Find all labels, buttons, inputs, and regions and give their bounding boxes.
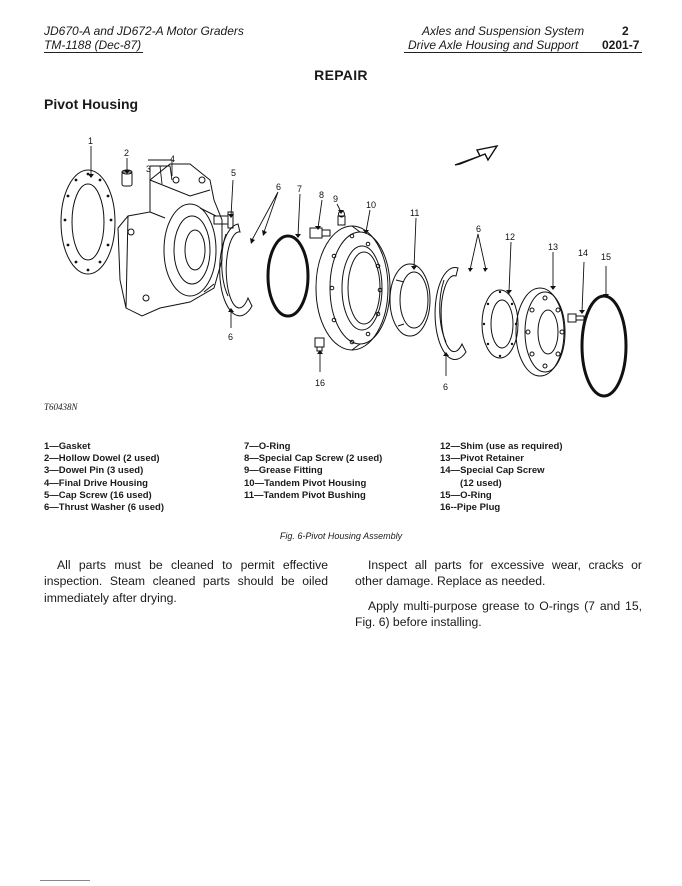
legend-item: (12 used) xyxy=(460,477,502,489)
thrust-washer-pair-left xyxy=(220,224,252,316)
legend-item: 9—Grease Fitting xyxy=(244,465,323,477)
o-ring-7 xyxy=(268,236,308,316)
retainer-cap-screw xyxy=(568,314,584,322)
callout-7: 7 xyxy=(297,184,303,194)
subsection-title: Pivot Housing xyxy=(44,96,139,112)
legend-item: 11—Tandem Pivot Bushing xyxy=(244,489,366,501)
scan-mark xyxy=(40,880,90,881)
callout-16: 16 xyxy=(315,378,326,388)
callout-5: 5 xyxy=(231,168,237,178)
callout-6-b: 6 xyxy=(476,224,482,234)
callout-6-d: 6 xyxy=(443,382,449,392)
callout-1: 1 xyxy=(88,136,94,146)
cleaning-paragraph: All parts must be cleaned to permit effective inspection. Steam cleaned parts should be oiled immediately after drying. xyxy=(44,558,328,605)
inspection-paragraph: Inspect all parts for excessive wear, cracks or other damage. Replace as needed. xyxy=(355,558,642,589)
group-number: 2 xyxy=(622,24,629,38)
callout-2: 2 xyxy=(124,148,130,158)
callout-13: 13 xyxy=(548,242,559,252)
legend-item: 14—Special Cap Screw xyxy=(440,465,545,477)
figure-caption: Fig. 6-Pivot Housing Assembly xyxy=(279,531,403,541)
final-drive-housing xyxy=(118,164,222,316)
callout-14: 14 xyxy=(578,248,589,258)
legend-item: 12—Shim (use as required) xyxy=(440,441,563,452)
pivot-housing-illustration xyxy=(0,120,682,420)
callout-9: 9 xyxy=(333,194,339,204)
legend-item: 7—O-Ring xyxy=(244,441,291,452)
thrust-washer-pair-right xyxy=(435,267,466,359)
legend-item: 13—Pivot Retainer xyxy=(440,453,524,465)
grease-paragraph: Apply multi-purpose grease to O-rings (7 and 15, Fig. 6) before installing. xyxy=(355,599,642,630)
o-ring-15 xyxy=(582,296,626,396)
legend-item: 8—Special Cap Screw (2 used) xyxy=(244,453,383,465)
legend-item: 2—Hollow Dowel (2 used) xyxy=(44,453,160,465)
legend-column-1 xyxy=(44,441,164,514)
legend-column-2 xyxy=(244,441,382,502)
page-title: REPAIR xyxy=(314,67,368,83)
callout-15: 15 xyxy=(601,252,612,262)
legend-column-3 xyxy=(440,441,562,514)
figure-id: T60438N xyxy=(44,402,78,412)
callout-4: 4 xyxy=(170,154,176,164)
legend-item: 5—Cap Screw (16 used) xyxy=(44,489,152,501)
page-number: 0201-7 xyxy=(602,38,640,52)
special-cap-screw xyxy=(310,228,330,238)
shim xyxy=(482,290,518,358)
callout-6-c: 6 xyxy=(228,332,234,342)
callout-3: 3 xyxy=(146,164,152,174)
pipe-plug xyxy=(315,338,324,351)
callout-10: 10 xyxy=(366,200,377,210)
legend-item: 3—Dowel Pin (3 used) xyxy=(44,465,144,477)
tandem-pivot-bushing xyxy=(390,264,430,336)
legend-item: 4—Final Drive Housing xyxy=(44,477,148,489)
legend-item: 16--Pipe Plug xyxy=(440,502,501,514)
gasket xyxy=(61,170,115,274)
section-name: Axles and Suspension System xyxy=(422,24,585,38)
callout-6: 6 xyxy=(276,182,282,192)
header-rule-left xyxy=(44,52,143,53)
manual-number: TM-1188 (Dec-87) xyxy=(44,38,142,52)
legend-item: 15—O-Ring xyxy=(440,489,492,501)
subsection-name: Drive Axle Housing and Support xyxy=(408,38,579,52)
tandem-pivot-housing xyxy=(316,226,390,350)
callout-11: 11 xyxy=(410,208,420,218)
header-rule-right xyxy=(404,52,642,53)
callout-8: 8 xyxy=(319,190,325,200)
callout-12: 12 xyxy=(505,232,516,242)
legend-item: 1—Gasket xyxy=(44,441,91,452)
legend-item: 10—Tandem Pivot Housing xyxy=(244,477,367,489)
legend-item: 6—Thrust Washer (6 used) xyxy=(44,502,165,514)
manual-title: JD670-A and JD672-A Motor Graders xyxy=(44,24,244,38)
direction-arrow-icon xyxy=(455,146,497,165)
pivot-retainer xyxy=(516,288,565,376)
